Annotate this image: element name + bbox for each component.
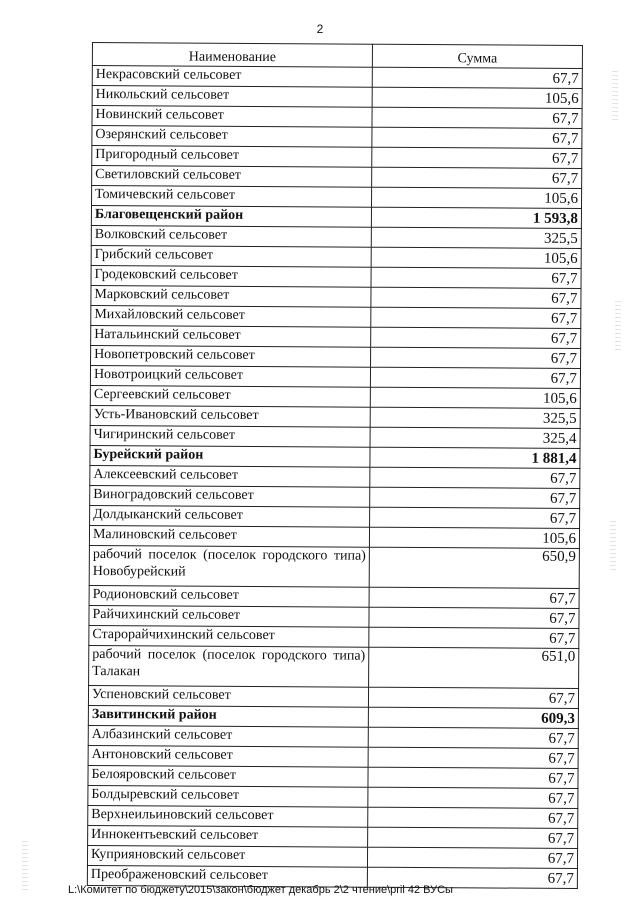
row-name-cell: рабочий поселок (поселок городского типа) Новобурейский [89, 545, 369, 587]
scan-noise-mark [610, 520, 616, 570]
row-name-cell: Гродековский сельсовет [91, 265, 371, 287]
scan-noise-mark [612, 70, 618, 120]
row-name-cell: Родионовский сельсовет [89, 585, 369, 607]
row-sum-cell: 105,6 [370, 387, 580, 408]
row-sum-cell: 67,7 [368, 827, 578, 848]
row-sum-cell: 67,7 [369, 627, 579, 648]
row-sum-cell: 325,5 [370, 407, 580, 428]
row-name-cell: Старорайчихинский сельсовет [89, 625, 369, 647]
row-name-cell: Пригородный сельсовет [92, 146, 372, 168]
row-sum-cell: 67,7 [371, 307, 581, 328]
row-sum-cell: 67,7 [371, 327, 581, 348]
row-sum-cell: 651,0 [369, 647, 579, 688]
row-name-cell: Куприяновский сельсовет [87, 845, 367, 867]
row-name-cell: Сергеевский сельсовет [90, 385, 370, 407]
row-name-cell: Новинский сельсовет [92, 106, 372, 128]
table-body [87, 66, 582, 889]
row-sum-cell: 325,4 [370, 427, 580, 448]
row-name-cell: Новопетровский сельсовет [91, 345, 371, 367]
scan-noise-mark [615, 300, 621, 350]
table-header-row [92, 43, 582, 69]
row-name-cell: Михайловский сельсовет [91, 305, 371, 327]
row-sum-cell: 67,7 [367, 867, 577, 888]
row-sum-cell: 1 881,4 [370, 447, 580, 468]
row-name-cell: Волковский сельсовет [91, 225, 371, 247]
row-name-cell: Белояровский сельсовет [88, 765, 368, 787]
row-sum-cell: 67,7 [370, 487, 580, 508]
table-row [89, 545, 579, 588]
row-name-cell: Новотроицкий сельсовет [90, 365, 370, 387]
row-name-cell: Чигиринский сельсовет [90, 425, 370, 447]
row-sum-cell: 105,6 [371, 187, 581, 208]
row-name-cell: Преображеновский сельсовет [87, 865, 367, 887]
row-name-cell: Светиловский сельсовет [92, 166, 372, 188]
row-name-cell: Албазинский сельсовет [88, 725, 368, 747]
row-sum-cell: 67,7 [368, 807, 578, 828]
row-sum-cell: 67,7 [372, 107, 582, 128]
row-sum-cell: 325,5 [371, 227, 581, 248]
row-name-cell: Благовещенский район [91, 206, 371, 228]
row-name-cell: Алексеевский сельсовет [90, 465, 370, 487]
row-sum-cell: 67,7 [371, 267, 581, 288]
row-name-cell: Успеновский сельсовет [88, 685, 368, 707]
row-sum-cell: 67,7 [372, 67, 582, 88]
row-name-cell: Натальинский сельсовет [91, 325, 371, 347]
row-name-cell: Болдыревский сельсовет [88, 785, 368, 807]
row-sum-cell: 105,6 [372, 87, 582, 108]
row-sum-cell: 105,6 [369, 527, 579, 548]
row-sum-cell: 67,7 [368, 687, 578, 708]
row-sum-cell: 67,7 [371, 347, 581, 368]
row-sum-cell: 67,7 [372, 127, 582, 148]
row-sum-cell: 67,7 [368, 767, 578, 788]
scan-noise-mark [22, 840, 28, 890]
row-sum-cell: 67,7 [372, 167, 582, 188]
row-name-cell: Бурейский район [90, 445, 370, 467]
row-name-cell: Озерянский сельсовет [92, 126, 372, 148]
column-header-name: Наименование [92, 43, 372, 68]
row-sum-cell: 67,7 [368, 747, 578, 768]
row-name-cell: Завитинский район [88, 705, 368, 727]
row-sum-cell: 67,7 [372, 147, 582, 168]
row-name-cell: Долдыканский сельсовет [90, 505, 370, 527]
row-name-cell: Марковский сельсовет [91, 285, 371, 307]
row-name-cell: Малиновский сельсовет [89, 525, 369, 547]
column-header-sum: Сумма [372, 44, 582, 68]
row-sum-cell: 67,7 [371, 287, 581, 308]
page-number: 2 [316, 22, 324, 36]
row-sum-cell: 1 593,8 [371, 207, 581, 228]
row-name-cell: Верхнеильиновский сельсовет [88, 805, 368, 827]
row-sum-cell: 67,7 [368, 787, 578, 808]
row-sum-cell: 67,7 [367, 847, 577, 868]
row-sum-cell: 67,7 [368, 727, 578, 748]
row-sum-cell: 67,7 [369, 607, 579, 628]
row-name-cell: Райчихинский сельсовет [89, 605, 369, 627]
row-name-cell: рабочий поселок (поселок городского типа) Талакан [89, 645, 369, 687]
row-name-cell: Иннокентьевский сельсовет [88, 825, 368, 847]
row-name-cell: Виноградовский сельсовет [90, 485, 370, 507]
footer-file-path: L:\Комитет по бюджету\2015\закон\бюджет декабрь 2\2 чтение\pril 42 ВУСы [68, 884, 453, 896]
row-sum-cell: 67,7 [370, 507, 580, 528]
row-sum-cell: 67,7 [370, 367, 580, 388]
table-row [89, 645, 579, 688]
row-name-cell: Некрасовский сельсовет [92, 66, 372, 88]
row-name-cell: Усть-Ивановский сельсовет [90, 405, 370, 427]
row-name-cell: Никольский сельсовет [92, 86, 372, 108]
row-name-cell: Антоновский сельсовет [88, 745, 368, 767]
row-sum-cell: 67,7 [370, 467, 580, 488]
row-name-cell: Томичевский сельсовет [92, 186, 372, 208]
budget-table [87, 42, 583, 889]
row-sum-cell: 105,6 [371, 247, 581, 268]
row-sum-cell: 609,3 [368, 707, 578, 728]
row-sum-cell: 650,9 [369, 547, 579, 588]
row-sum-cell: 67,7 [369, 587, 579, 608]
row-name-cell: Грибский сельсовет [91, 245, 371, 267]
